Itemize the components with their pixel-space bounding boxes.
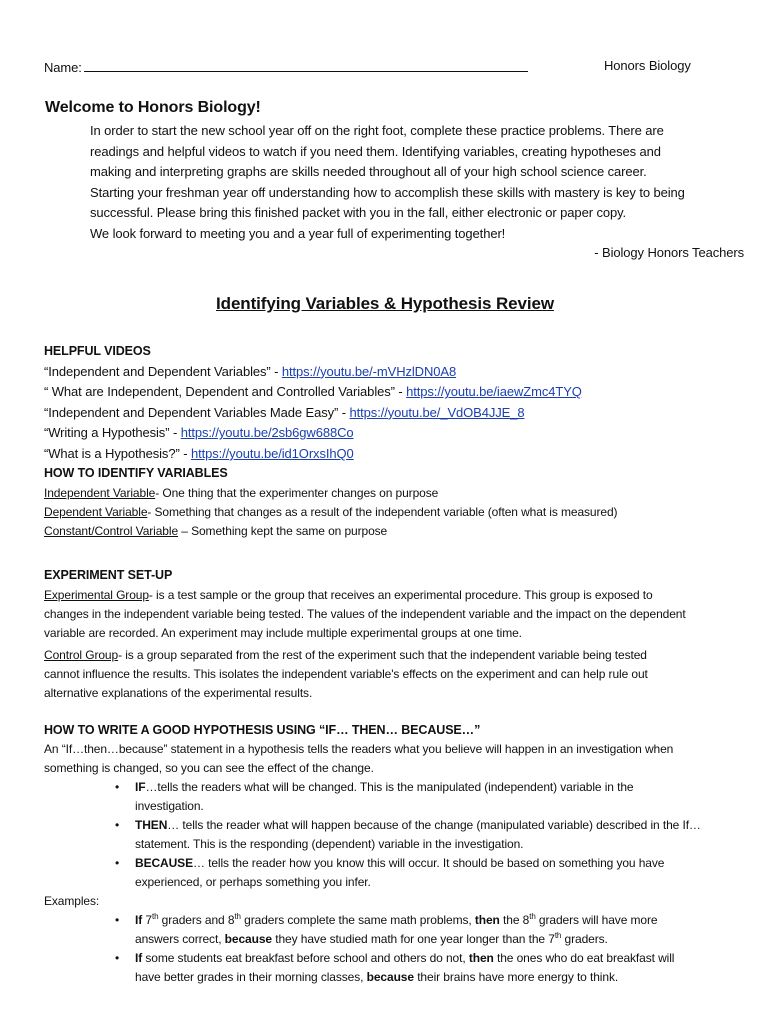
keyword-if: If [135,951,143,965]
signoff: - Biology Honors Teachers [594,245,744,260]
list-item [44,911,744,930]
intro-line: readings and helpful videos to watch if you need them. Identifying variables, creating hypotheses and [90,143,661,159]
setup-heading: EXPERIMENT SET-UP [44,568,173,582]
bullet-key: THEN [135,818,168,832]
keyword-because: because [366,970,414,984]
bullet-icon: • [115,818,120,832]
hypothesis-heading: HOW TO WRITE A GOOD HYPOTHESIS USING “IF… THEN… BECAUSE…” [44,723,481,737]
hypothesis-bullet-list [44,778,744,892]
control-group-term: Control Group [44,648,119,662]
variable-definition [44,503,744,522]
hypothesis-intro-line: An “If…then…because” statement in a hypothesis tells the readers what you believe will happen in an investigation when [44,742,674,756]
name-field [44,58,528,75]
list-item [44,797,744,816]
setup-line: cannot influence the results. This isolates the independent variable's effects on the experiment and can help rule out [44,667,648,681]
video-link[interactable]: https://youtu.be/_VdOB4JJE_8 [349,404,525,420]
video-link[interactable]: https://youtu.be/2sb6gw688Co [180,425,354,441]
bullet-key: IF [135,780,146,794]
video-link[interactable]: https://youtu.be/-mVHzlDN0A8 [281,363,457,379]
list-item [44,930,744,949]
course-title: Honors Biology [604,58,691,73]
intro-line: In order to start the new school year off on the right foot, complete these practice problems. There are [90,123,664,138]
example-text: 7 [142,913,152,927]
list-item [44,968,744,987]
bullet-icon: • [115,913,120,927]
example-text: graders and 8 [158,913,235,927]
list-item [44,835,744,854]
variable-term: Independent Variable [44,486,156,500]
intro-line: We look forward to meeting you and a year full of experimenting together! [90,225,506,241]
example-text: graders complete the same math problems, [240,913,475,927]
variable-term: Dependent Variable [44,505,148,519]
helpful-videos-section [44,341,582,465]
examples-list [44,911,744,987]
variable-def: - Something that changes as a result of the independent variable (often what is measured) [147,505,618,519]
video-item [44,403,582,424]
hypothesis-intro-line: something is changed, so you can see the effect of the change. [44,761,374,775]
example-text: they have studied math for one year longer than the 7 [272,932,555,946]
list-item [44,949,744,968]
variable-term: Constant/Control Variable [44,524,179,538]
video-label: “What is a Hypothesis?” - [44,445,191,461]
list-item [44,854,744,873]
setup-line: variable are recorded. An experiment may include multiple experimental groups at one time. [44,626,522,640]
setup-line: changes in the independent variable being tested. The values of the independent variable and the impact on the dependent [44,607,686,621]
experimental-group-term: Experimental Group [44,588,149,602]
keyword-if: If [135,913,143,927]
name-label: Name: [44,60,82,75]
bullet-icon: • [115,856,120,870]
example-text: the ones who do eat breakfast will [493,951,675,965]
intro-line: making and interpreting graphs are skills needed throughout all of your high school science career. [90,164,647,180]
hypothesis-section [44,721,744,987]
name-blank-line[interactable] [84,58,528,72]
video-link[interactable]: https://youtu.be/id1OrxsIhQ0 [190,445,354,461]
example-text: graders will have more [535,913,658,927]
video-label: “Independent and Dependent Variables” - [44,363,282,379]
superscript: th [151,912,159,921]
variables-section [44,464,744,541]
example-text: the 8 [499,913,530,927]
videos-heading: HELPFUL VIDEOS [44,344,151,358]
welcome-heading: Welcome to Honors Biology! [45,99,261,116]
list-item [44,816,744,835]
variable-def: – Something kept the same on purpose [178,524,388,538]
variable-definition [44,522,744,541]
keyword-then: then [474,913,500,927]
bullet-text: … tells the reader what will happen because of the change (manipulated variable) described in the If… [167,818,701,832]
bullet-key: BECAUSE [135,856,193,870]
bullet-text: …tells the readers what will be changed. This is the manipulated (independent) variable in the [145,780,634,794]
bullet-text: experienced, or perhaps something you infer. [135,875,371,889]
example-text: some students eat breakfast before school and others do not, [142,951,469,965]
variable-definition [44,484,744,503]
example-text: graders. [561,932,608,946]
superscript: th [554,931,562,940]
video-link[interactable]: https://youtu.be/iaewZmc4TYQ [406,384,582,400]
setup-text: - is a group separated from the rest of the experiment such that the independent variable being tested [118,648,647,662]
examples-label: Examples: [44,894,100,908]
setup-text: - is a test sample or the group that receives an experimental procedure. This group is exposed to [148,588,653,602]
list-item [44,873,744,892]
variables-heading: HOW TO IDENTIFY VARIABLES [44,466,228,480]
bullet-text: investigation. [135,799,204,813]
video-item [44,362,582,383]
bullet-text: statement. This is the responding (dependent) variable in the investigation. [135,837,524,851]
video-item [44,444,582,465]
setup-line: alternative explanations of the experimental results. [44,686,313,700]
variable-def: - One thing that the experimenter changes on purpose [155,486,439,500]
intro-line: Starting your freshman year off understanding how to accomplish these skills with mastery is key to being [90,184,685,200]
video-label: “Writing a Hypothesis” - [44,425,181,441]
video-item [44,382,582,403]
video-label: “Independent and Dependent Variables Made Easy” - [44,404,350,420]
setup-line [44,646,744,665]
bullet-icon: • [115,780,120,794]
welcome-paragraph [90,121,750,245]
superscript: th [234,912,241,921]
setup-line [44,586,744,605]
video-label: “ What are Independent, Dependent and Controlled Variables” - [44,384,407,400]
keyword-then: then [468,951,494,965]
example-text: have better grades in their morning classes, [135,970,367,984]
list-item [44,778,744,797]
video-item [44,423,582,444]
example-text: their brains have more energy to think. [413,970,619,984]
page-title: Identifying Variables & Hypothesis Review [216,294,554,313]
bullet-icon: • [115,951,120,965]
keyword-because: because [224,932,273,946]
experiment-setup-section [44,566,744,703]
example-text: answers correct, [135,932,225,946]
intro-line: successful. Please bring this finished packet with you in the fall, either electronic or paper copy. [90,205,627,221]
bullet-text: … tells the reader how you know this will occur. It should be based on something you have [192,856,665,870]
superscript: th [529,912,536,921]
